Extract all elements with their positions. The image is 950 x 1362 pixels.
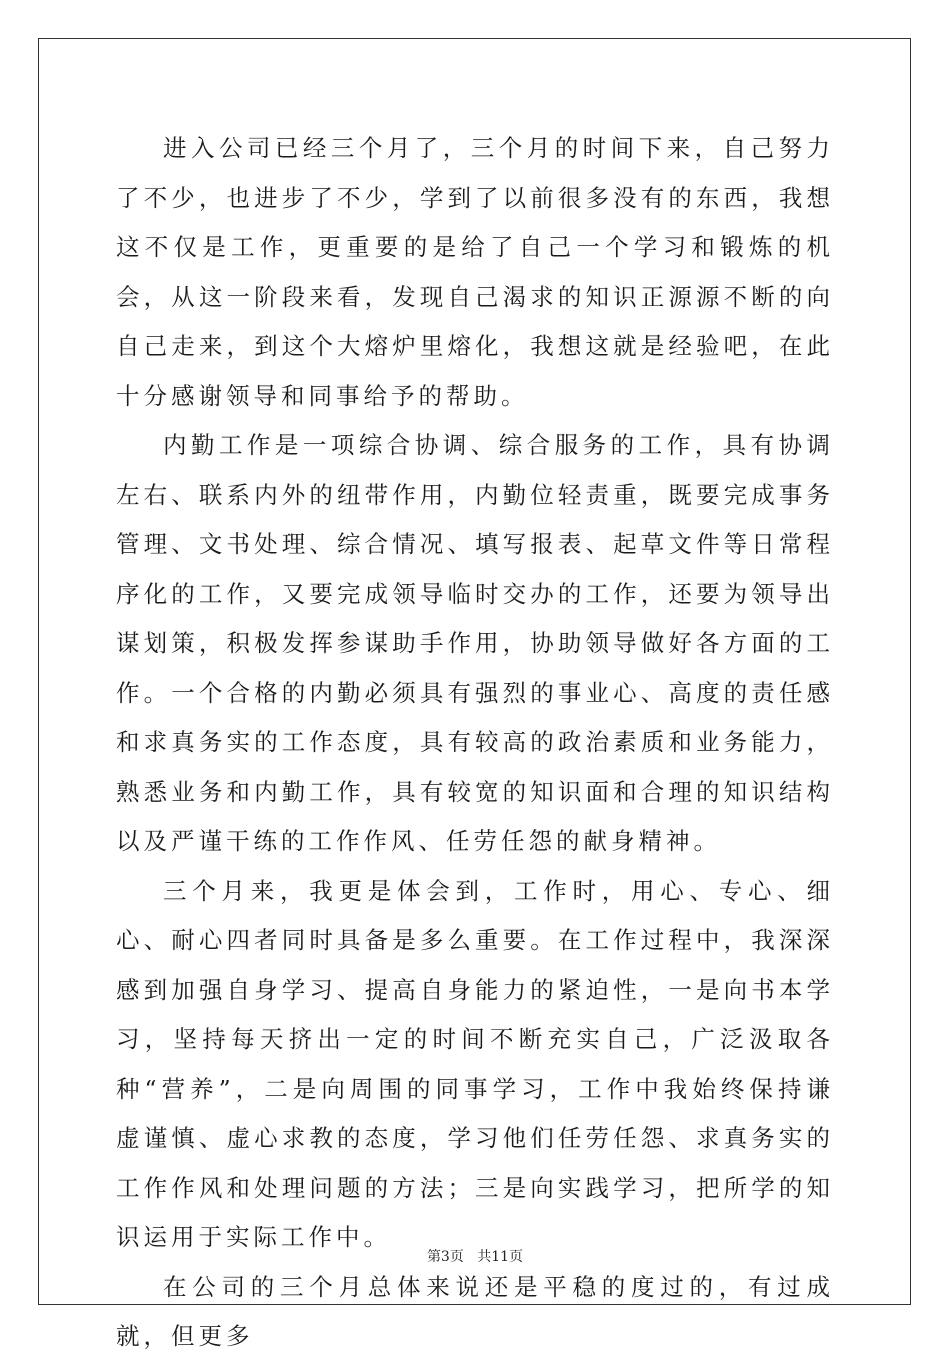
page-total: 共11页 bbox=[477, 1249, 524, 1265]
paragraph-3: 三个月来，我更是体会到，工作时，用心、专心、细心、耐心四者同时具备是多么重要。在工作过程中，我深深感到加强自身学习、提高自身能力的紧迫性，一是向书本学习，坚持每天挤出一定的时间不断充实自己，广泛汲取各种“营养”，二是向周围的同事学习，工作中我始终保持谦虚谨慎、虚心求教的态度，学习他们任劳任怨、求真务实的工作作风和处理问题的方法；三是向实践学习，把所学的知识运用于实际工作中。 bbox=[116, 876, 834, 1251]
document-body bbox=[116, 124, 834, 1362]
page-footer bbox=[0, 1246, 950, 1266]
paragraph-1: 进入公司已经三个月了，三个月的时间下来，自己努力了不少，也进步了不少，学到了以前很多没有的东西，我想这不仅是工作，更重要的是给了自己一个学习和锻炼的机会，从这一阶段来看，发现自己渴求的知识正源源不断的向自己走来，到这个大熔炉里熔化，我想这就是经验吧，在此十分感谢领导和同事给予的帮助。 bbox=[116, 134, 834, 410]
paragraph-4: 在公司的三个月总体来说还是平稳的度过的，有过成就，但更多 bbox=[116, 1272, 834, 1350]
paragraph-2: 内勤工作是一项综合协调、综合服务的工作，具有协调左右、联系内外的纽带作用，内勤位轻责重，既要完成事务管理、文书处理、综合情况、填写报表、起草文件等日常程序化的工作，又要完成领导临时交办的工作，还要为领导出谋划策，积极发挥参谋助手作用，协助领导做好各方面的工作。一个合格的内勤必须具有强烈的事业心、高度的责任感和求真务实的工作态度，具有较高的政治素质和业务能力，熟悉业务和内勤工作，具有较宽的知识面和合理的知识结构以及严谨干练的工作作风、任劳任怨的献身精神。 bbox=[116, 431, 834, 855]
page-number: 第3页 bbox=[426, 1249, 464, 1265]
